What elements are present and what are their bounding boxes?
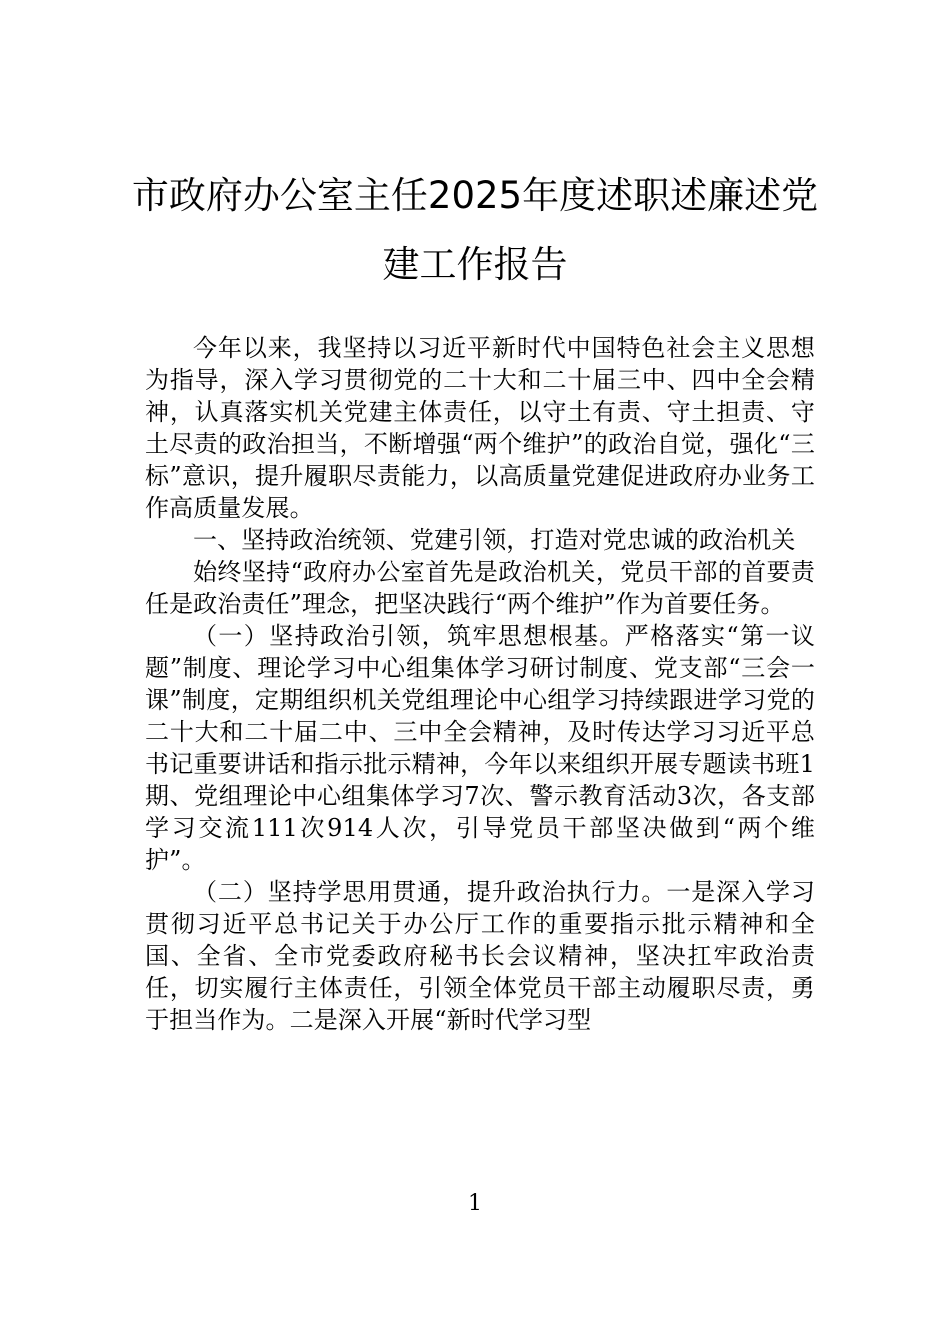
document-body [145,332,815,1036]
document-title-line-1: 市政府办公室主任2025年度述职述廉述党 [131,174,819,217]
page-number: 1 [468,1191,482,1216]
section-heading-1: 一、坚持政治统领、党建引领，打造对党忠诚的政治机关 [193,526,796,554]
subsection-1-paragraph: （一）坚持政治引领，筑牢思想根基。严格落实“第一议题”制度、理论学习中心组集体学习研讨制度、党支部“三会一课”制度，定期组织机关党组理论中心组学习持续跟进学习党的二十大和二十届二中、三中全会精神，及时传达学习习近平总书记重要讲话和指示批示精神，今年以来组织开展专题读书班1期、党组理论中心组集体学习7次、警示教育活动3次，各支部学习交流111次914人次，引导党员干部坚决做到“两个维护”。 [145,622,815,874]
intro-paragraph: 今年以来，我坚持以习近平新时代中国特色社会主义思想为指导，深入学习贯彻党的二十大和二十届三中、四中全会精神，认真落实机关党建主体责任，以守土有责、守土担责、守土尽责的政治担当，不断增强“两个维护”的政治自觉，强化“三标”意识，提升履职尽责能力，以高质量党建促进政府办业务工作高质量发展。 [145,334,815,522]
section-1-paragraph: 始终坚持“政府办公室首先是政治机关，党员干部的首要责任是政治责任”理念，把坚决践行“两个维护”作为首要任务。 [145,558,815,618]
subsection-2-paragraph: （二）坚持学思用贯通，提升政治执行力。一是深入学习贯彻习近平总书记关于办公厅工作的重要指示批示精神和全国、全省、全市党委政府秘书长会议精神，坚决扛牢政治责任，切实履行主体责任，引领全体党员干部主动履职尽责，勇于担当作为。二是深入开展“新时代学习型 [145,878,815,1034]
document-title-line-2: 建工作报告 [382,243,568,286]
